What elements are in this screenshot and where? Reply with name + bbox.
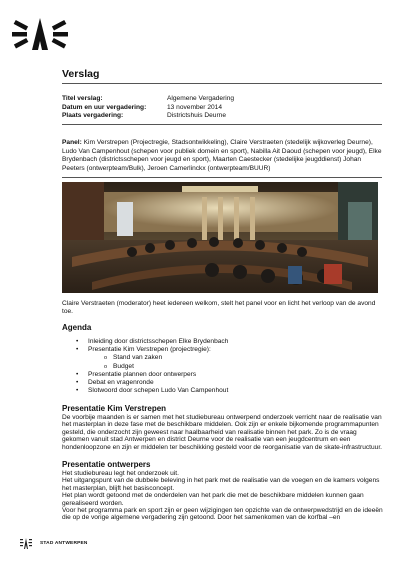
section-heading: Presentatie ontwerpers bbox=[62, 460, 151, 469]
agenda-heading: Agenda bbox=[62, 323, 92, 332]
agenda-item: • Presentatie Kim Verstrepen (projectregie): bbox=[62, 346, 382, 354]
agenda-list bbox=[62, 338, 382, 395]
section-paragraph: Het plan wordt getoond met de onderdelen van het park die met de beschikbare middelen kunnen gaan gerealiseerd worden. bbox=[62, 492, 364, 507]
agenda-subitem: o Stand van zaken bbox=[62, 354, 382, 362]
footer-brand-text: STAD ANTWERPEN bbox=[40, 540, 88, 546]
document-title: Verslag bbox=[62, 68, 100, 80]
section-paragraph: Het uitgangspunt van de dubbele beleving in het park met de realisatie van de voegen en de kamers volgens het masterplan, blijft het basisconcept. bbox=[62, 477, 380, 492]
antwerp-a-logo-icon bbox=[11, 17, 69, 51]
agenda-item: • Inleiding door districtsschepen Elke Brydenbach bbox=[62, 338, 382, 346]
meta-divider bbox=[62, 124, 382, 125]
panel-paragraph bbox=[62, 139, 384, 173]
meta-row-title bbox=[62, 95, 382, 104]
agenda-subitem: o Budget bbox=[62, 363, 382, 371]
section-paragraph: Voor het programma park en sport zijn er geen wijzigingen ten opzichte van de ontwerpwedstrijd en de ideeën die op de vorige algemene vergadering zijn getoond. Door het samenkomen van de korfbal –en bbox=[62, 507, 383, 522]
meta-label: Titel verslag: bbox=[62, 95, 103, 102]
agenda-item: • Debat en vragenronde bbox=[62, 379, 382, 387]
section-presentatie-kim bbox=[62, 404, 384, 451]
meta-value: Districtshuis Deurne bbox=[167, 112, 226, 120]
agenda-item: • Presentatie plannen door ontwerpers bbox=[62, 371, 382, 379]
photo-caption: Claire Verstraeten (moderator) heet iedereen welkom, stelt het panel voor en licht het verloop van de avond toe. bbox=[62, 300, 376, 316]
panel-divider bbox=[62, 177, 382, 178]
footer bbox=[20, 537, 88, 549]
meta-value: Algemene Vergadering bbox=[167, 95, 235, 102]
meta-block bbox=[62, 95, 382, 121]
section-paragraph: De voorbije maanden is er samen met het studiebureau ontwerpend onderzoek verricht naar de realisatie van het masterplan in deze fase met de beschikbare middelen. Ook zijn er enkele bijkomende programmapunten gesteld, die onderzocht zijn geweest naar haalbaarheid van realisatie binnen het park. Zo is de vraag gekomen vanuit stad Antwerpen en district Deurne voor de realisatie van een jeugdcentrum en een hondenloopzone en zijn er middelen ter beschikking gesteld voor de reorganisatie van de skate-infrastructuur. bbox=[62, 414, 382, 451]
panel-members: Kim Verstrepen (Projectregie, Stadsontwikkeling), Claire Verstraeten (stedelijk wijkoverleg Deurne), Ludo Van Campenhout (schepen voor publiek domein en sport), Nabilla Ait Daoud (schepen voor jeugd), Elke Brydenbach (districtsschepen voor jeugd en sport), Maarten Caestecker (stedelijke jeugddienst) Johan Peeters (ontwerpteam/Bulk), Jeroen Camerlinckx (ontwerpteam/BUUR) bbox=[62, 139, 382, 172]
panel-label: Panel: bbox=[62, 139, 82, 146]
meta-label: Plaats vergadering: bbox=[62, 112, 124, 120]
meta-row-date bbox=[62, 104, 382, 113]
meta-label: Datum en uur vergadering: bbox=[62, 103, 147, 111]
meeting-room-photo bbox=[62, 182, 378, 293]
meta-value: 13 november 2014 bbox=[167, 103, 222, 111]
meta-row-location bbox=[62, 112, 382, 121]
antwerp-small-logo-icon bbox=[20, 537, 32, 549]
title-divider bbox=[62, 83, 382, 84]
agenda-item: • Slotwoord door schepen Ludo Van Campenhout bbox=[62, 387, 382, 395]
section-presentatie-ontwerpers bbox=[62, 460, 384, 522]
section-heading: Presentatie Kim Verstrepen bbox=[62, 404, 167, 413]
section-paragraph: Het studiebureau legt het onderzoek uit. bbox=[62, 470, 179, 477]
